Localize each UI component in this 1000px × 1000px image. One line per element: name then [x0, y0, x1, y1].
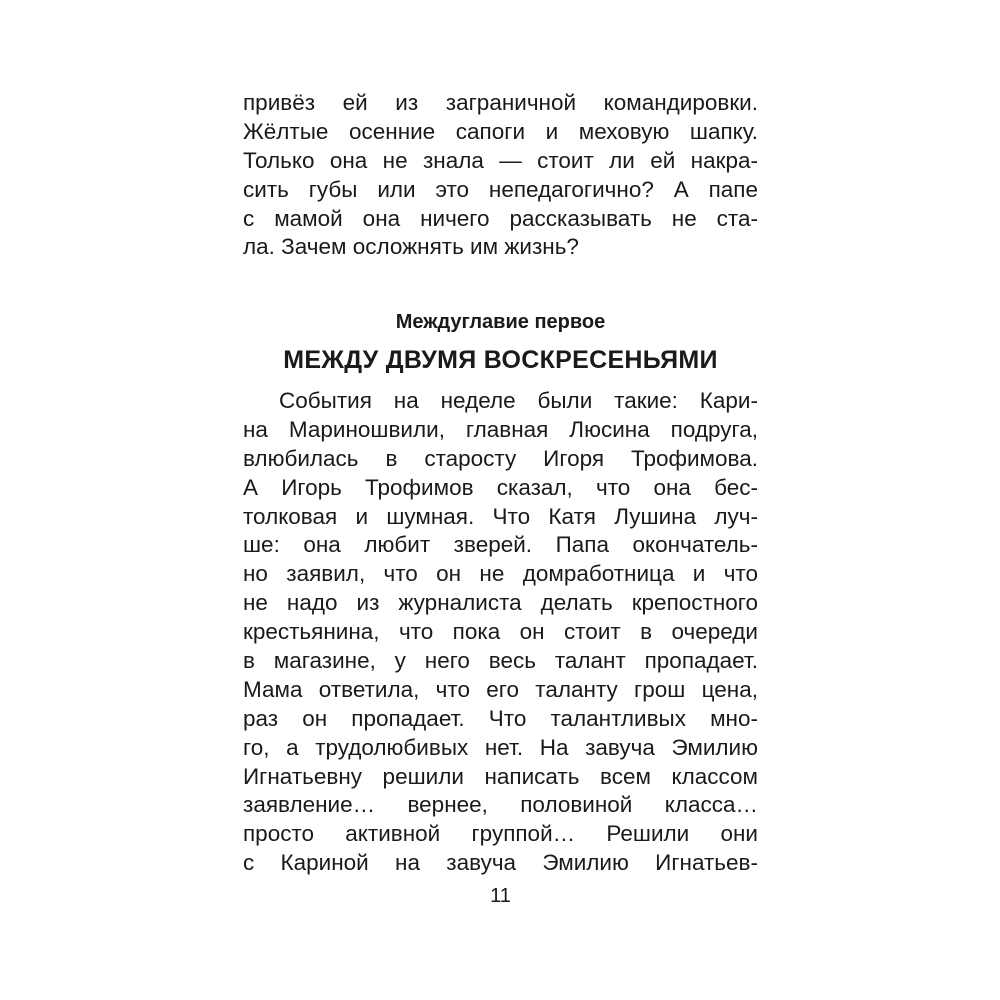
text-line: заявление… вернее, половиной класса… — [243, 792, 758, 818]
text-line: толковая и шумная. Что Катя Лушина луч- — [243, 503, 758, 529]
text-line: в магазине, у него весь талант пропадает. — [243, 648, 758, 674]
text-line: но заявил, что он не домработница и что — [243, 561, 758, 587]
body-paragraph — [243, 387, 758, 878]
interlude-subheading: Междуглавие первое — [395, 311, 606, 333]
text-line: не надо из журналиста делать крепостного — [243, 590, 758, 616]
text-line: А Игорь Трофимов сказал, что она бес- — [243, 474, 758, 500]
text-line: крестьянина, что пока он стоит в очереди — [243, 619, 758, 645]
text-line: События на неделе были такие: Кари- — [279, 388, 758, 413]
page-number: 11 — [490, 885, 511, 907]
text-line: Только она не знала — стоит ли ей накра- — [243, 147, 758, 173]
text-line: влюбилась в старосту Игоря Трофимова. — [243, 445, 758, 471]
text-line: го, а трудолюбивых нет. На завуча Эмилию — [243, 734, 758, 760]
text-line: Игнатьевну решили написать всем классом — [243, 763, 758, 789]
text-line: ла. Зачем осложнять им жизнь? — [243, 234, 579, 260]
text-line: привёз ей из заграничной командировки. — [243, 90, 758, 115]
text-line: раз он пропадает. Что талантливых мно- — [243, 705, 758, 731]
chapter-title: МЕЖДУ ДВУМЯ ВОСКРЕСЕНЬЯМИ — [283, 346, 718, 374]
text-line: Жёлтые осенние сапоги и меховую шапку. — [243, 118, 758, 144]
text-line: ше: она любит зверей. Папа окончатель- — [243, 532, 758, 558]
text-line: сить губы или это непедагогично? А папе — [243, 176, 758, 202]
text-line: с мамой она ничего рассказывать не ста- — [243, 205, 758, 231]
text-line: с Кариной на завуча Эмилию Игнатьев- — [243, 850, 758, 876]
text-line: Мама ответила, что его таланту грош цена, — [243, 676, 758, 702]
top-paragraph — [243, 89, 758, 262]
text-line: на Мариношвили, главная Люсина подруга, — [243, 416, 758, 442]
text-line: просто активной группой… Решили они — [243, 821, 758, 847]
